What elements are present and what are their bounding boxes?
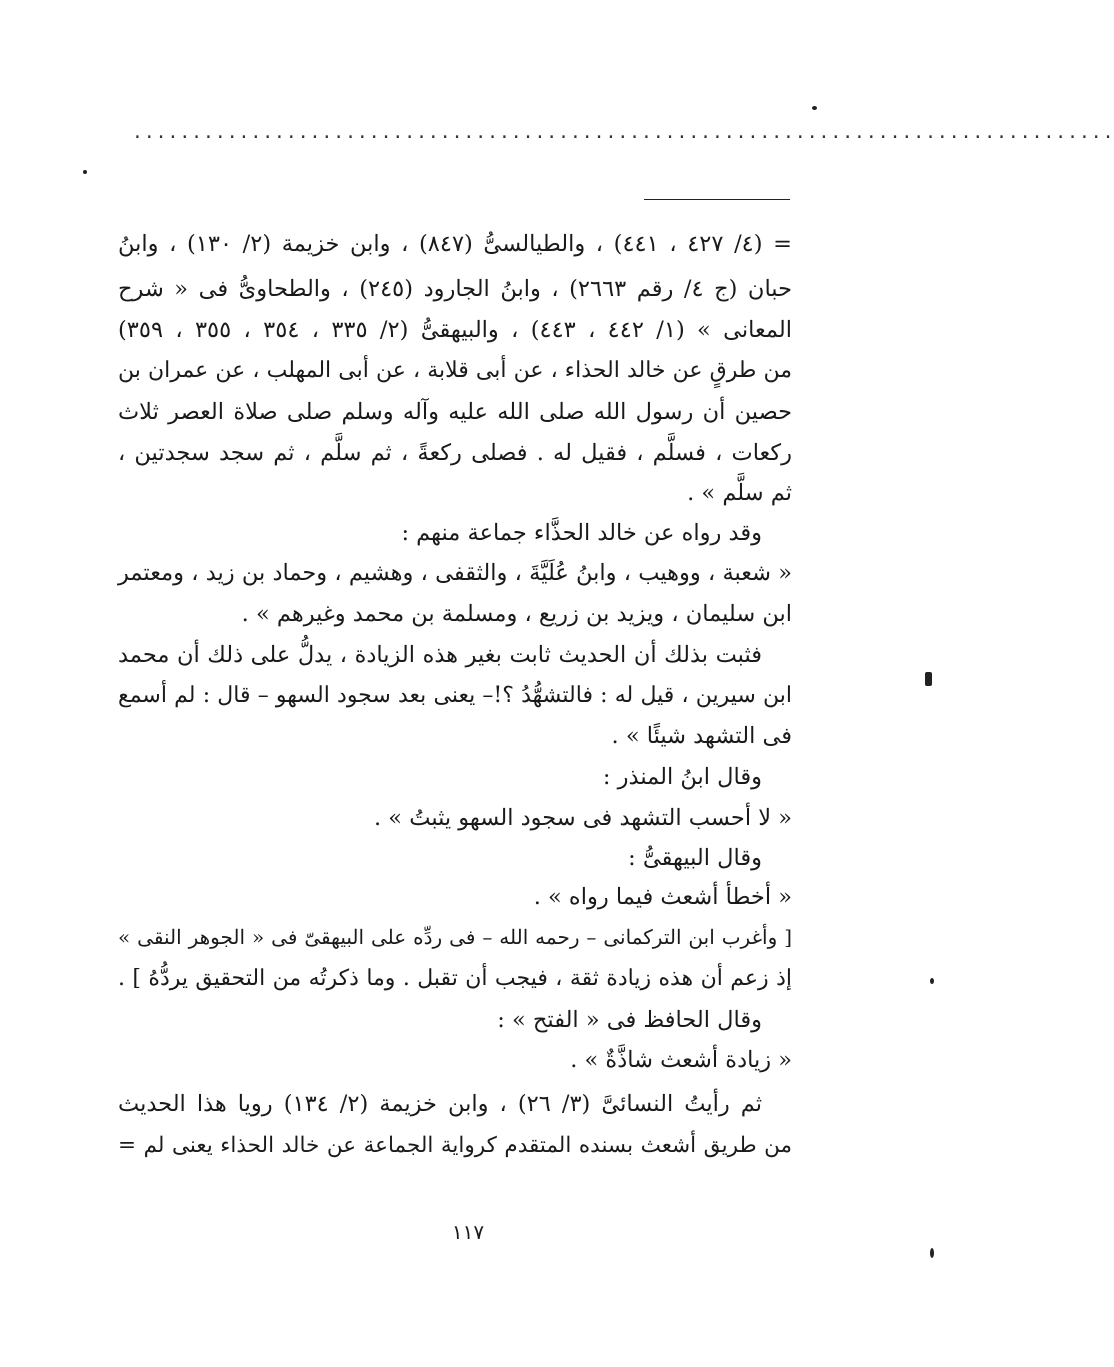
text-line: من طريق أشعث بسنده المتقدم كرواية الجماعة عن خالد الحذاء يعنى لم = [118,1133,792,1158]
text-line: فثبت بذلك أن الحديث ثابت بغير هذه الزيادة ، يدلُّ على ذلك أن محمد [118,642,762,668]
text-line: ابن سليمان ، ويزيد بن زريع ، ومسلمة بن محمد وغيرهم » . [241,601,792,627]
text-line: وقال البيهقىُّ : [628,845,762,871]
text-line: « زيادة أشعث شاذَّةٌ » . [570,1047,792,1073]
separator-dotted-rule: ................................................................................... [132,122,1114,143]
text-line: وقال ابنُ المنذر : [602,764,762,790]
scan-speck [83,170,87,174]
text-line: من طرقٍ عن خالد الحذاء ، عن أبى قلابة ، عن أبى المهلب ، عن عمران بن [118,358,792,383]
text-line: ركعات ، فسلَّم ، فقيل له . فصلى ركعةً ، ثم سلَّم ، ثم سجد سجدتين ، [118,440,792,466]
text-line: ثم رأيتُ النسائىَّ (٣/ ٢٦) ، وابن خزيمة (٢/ ١٣٤) رويا هذا الحديث [118,1091,762,1117]
text-line: ابن سيرين ، قيل له : فالتشهُّدُ ؟!– يعنى بعد سجود السهو – قال : لم أسمع [118,683,792,708]
scan-speck [925,672,932,686]
text-line: « أخطأ أشعث فيما رواه » . [533,884,792,910]
text-line: وقد رواه عن خالد الحذَّاء جماعة منهم : [401,520,762,546]
text-line: حبان (ج ٤/ رقم ٢٦٦٣) ، وابنُ الجارود (٢٤٥) ، والطحاوىُّ فى « شرح [118,276,792,302]
footnote-rule [644,199,790,200]
text-line: حصين أن رسول الله صلى الله عليه وآله وسلم صلى صلاة العصر ثلاث [118,399,792,425]
text-line: « لا أحسب التشهد فى سجود السهو يثبتُ » . [374,805,792,831]
text-line: = (٤/ ٤٢٧ ، ٤٤١) ، والطيالسىُّ (٨٤٧) ، وابن خزيمة (٢/ ١٣٠) ، وابنُ [118,231,793,257]
text-line: ثم سلَّم » . [687,480,792,506]
scan-speck [812,106,817,110]
text-line: وقال الحافظ فى « الفتح » : [497,1007,762,1033]
text-line: فى التشهد شيئًا » . [611,723,792,749]
scan-speck [930,1248,934,1258]
text-line: إذ زعم أن هذه زيادة ثقة ، فيجب أن تقبل . وما ذكرتُه من التحقيق يردُّهُ ] . [118,966,792,991]
text-line: المعانى » (١/ ٤٤٢ ، ٤٤٣) ، والبيهقىُّ (٢/ ٣٣٥ ، ٣٥٤ ، ٣٥٥ ، ٣٥٩) [118,317,792,343]
text-line: « شعبة ، ووهيب ، وابنُ عُلَيَّةَ ، والثقفى ، وهشيم ، وحماد بن زيد ، ومعتمر [118,560,792,586]
scan-speck [930,978,934,984]
page-number: ١١٧ [451,1220,485,1244]
text-line: [ وأغرب ابن التركمانى – رحمه الله – فى ردِّه على البيهقىّ فى « الجوهر النقى » [118,925,792,949]
